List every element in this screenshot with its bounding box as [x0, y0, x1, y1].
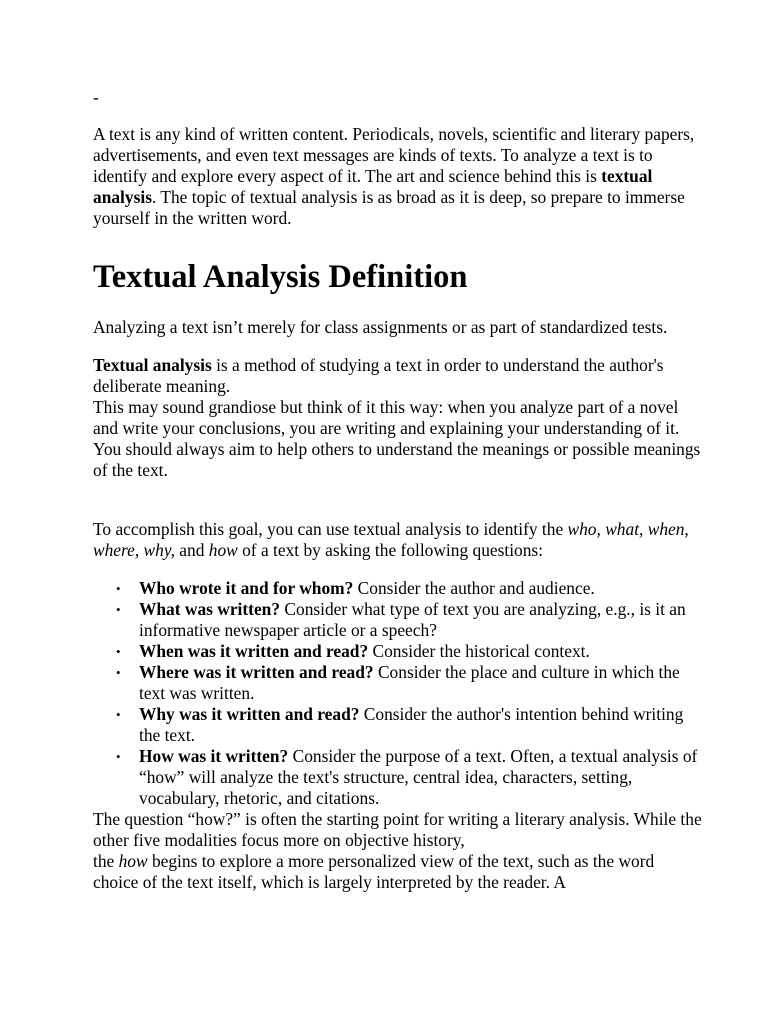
- intro-text-2: . The topic of textual analysis is as broad as it is deep, so prepare to immerse yourself in the written word.: [93, 187, 685, 228]
- question-label: When was it written and read?: [139, 641, 369, 661]
- question-label: Who wrote it and for whom?: [139, 578, 354, 598]
- intro-paragraph: [93, 124, 703, 229]
- accomplish-text-2: and: [174, 540, 209, 560]
- closing-text-2: the: [93, 851, 119, 871]
- accomplish-italic-2: how: [208, 540, 238, 560]
- bullet-icon: •: [116, 749, 121, 764]
- definition-text-2: This may sound grandiose but think of it this way: when you analyze part of a novel and write your conclusions, you are writing and explaining your understanding of it. You should always aim to help others to understand the meanings or possible meanings of the text.: [93, 397, 701, 480]
- closing-text-1: The question “how?” is often the starting point for writing a literary analysis. While the other five modalities focus more on objective history,: [93, 809, 702, 850]
- question-answer: Consider the place and culture in which the text was written.: [139, 662, 680, 703]
- question-answer: Consider the author and audience.: [353, 578, 595, 598]
- list-item: [116, 599, 703, 641]
- list-item: [116, 704, 703, 746]
- closing-text-3: begins to explore a more personalized view of the text, such as the word choice of the text itself, which is largely interpreted by the reader. A: [93, 851, 655, 892]
- question-answer: Consider the purpose of a text. Often, a textual analysis of “how” will analyze the text's structure, central idea, characters, setting, vocabulary, rhetoric, and citations.: [139, 746, 698, 808]
- accomplish-italic-1: who, what, when, where, why,: [93, 519, 689, 560]
- bullet-icon: •: [116, 602, 121, 617]
- definition-paragraph: [93, 355, 703, 481]
- question-label: How was it written?: [139, 746, 289, 766]
- dash-marker: -: [93, 87, 99, 107]
- list-item: [116, 641, 703, 662]
- analyzing-paragraph: Analyzing a text isn’t merely for class assignments or as part of standardized tests.: [93, 317, 668, 337]
- list-item: [116, 578, 703, 599]
- question-label: What was written?: [139, 599, 281, 619]
- question-label: Why was it written and read?: [139, 704, 360, 724]
- question-label: Where was it written and read?: [139, 662, 374, 682]
- definition-bold-term: Textual analysis: [93, 355, 212, 375]
- question-answer: Consider the author's intention behind writing the text.: [139, 704, 684, 745]
- list-item: [116, 662, 703, 704]
- intro-bold-term: textual analysis: [93, 166, 653, 207]
- accomplish-paragraph: [93, 519, 703, 561]
- intro-text-1: A text is any kind of written content. Periodicals, novels, scientific and literary papers, advertisements, and even text messages are kinds of texts. To analyze a text is to identify and explore every aspect of it. The art and science behind this is: [93, 124, 695, 186]
- document-page: [93, 87, 703, 893]
- accomplish-text-1: To accomplish this goal, you can use textual analysis to identify the: [93, 519, 568, 539]
- list-item: [116, 746, 703, 809]
- definition-text-1: is a method of studying a text in order to understand the author's deliberate meaning.: [93, 355, 664, 396]
- bullet-icon: •: [116, 644, 121, 659]
- bullet-icon: •: [116, 707, 121, 722]
- bullet-icon: •: [116, 665, 121, 680]
- question-answer: Consider what type of text you are analyzing, e.g., is it an informative newspaper article or a speech?: [139, 599, 686, 640]
- question-answer: Consider the historical context.: [368, 641, 590, 661]
- closing-italic: how: [118, 851, 148, 871]
- bullet-icon: •: [116, 581, 121, 596]
- accomplish-text-3: of a text by asking the following questions:: [237, 540, 544, 560]
- section-heading: Textual Analysis Definition: [93, 259, 468, 295]
- closing-paragraph: [93, 809, 703, 893]
- questions-list: [93, 578, 703, 809]
